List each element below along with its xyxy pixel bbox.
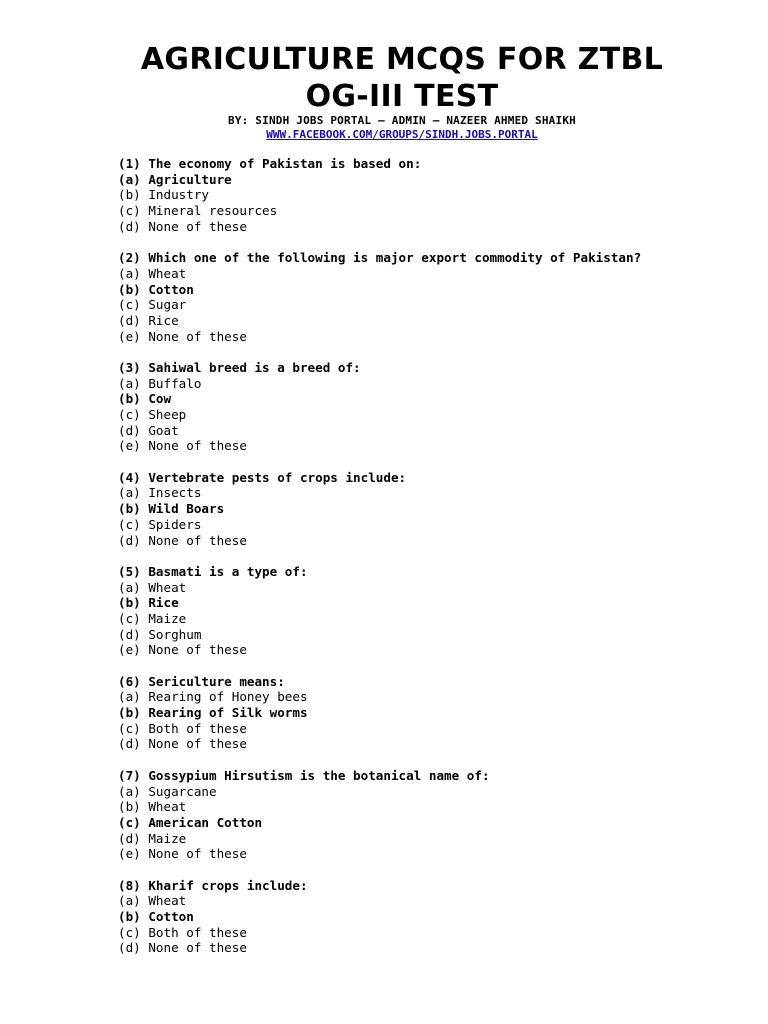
- question-text: (2) Which one of the following is major export commodity of Pakistan?: [118, 250, 642, 266]
- answer-option: (d) Maize: [118, 830, 187, 846]
- answer-option: (d) None of these: [118, 218, 247, 234]
- answer-option: (a) Insects: [118, 485, 202, 501]
- answer-option: (a) Buffalo: [118, 375, 202, 391]
- question-block: [118, 878, 738, 956]
- page-title-line-1: AGRICULTURE MCQS FOR ZTBL: [140, 42, 664, 77]
- answer-option: (b) Industry: [118, 187, 209, 203]
- answer-option: (e) None of these: [118, 328, 247, 344]
- question-text: (8) Kharif crops include:: [118, 877, 308, 893]
- question-text: (1) The economy of Pakistan is based on:: [118, 156, 422, 171]
- question-list: [118, 156, 738, 972]
- question-text: (5) Basmati is a type of:: [118, 563, 308, 579]
- correct-answer-option: (b) Cotton: [118, 281, 194, 297]
- answer-option: (a) Wheat: [118, 265, 187, 281]
- answer-option: (d) Sorghum: [118, 626, 202, 642]
- answer-option: (d) Goat: [118, 422, 179, 438]
- answer-option: (c) Mineral resources: [118, 203, 278, 219]
- answer-option: (e) None of these: [118, 642, 247, 658]
- answer-option: (a) Rearing of Honey bees: [118, 689, 308, 705]
- page-title-line-2: OG-III TEST: [305, 79, 499, 114]
- correct-answer-option: (b) Rearing of Silk worms: [118, 705, 308, 721]
- question-text: (7) Gossypium Hirsutism is the botanical name of:: [118, 767, 490, 783]
- question-block: [118, 674, 738, 752]
- answer-option: (c) Spiders: [118, 516, 202, 532]
- answer-option: (c) Sugar: [118, 297, 187, 313]
- answer-option: (c) Maize: [118, 610, 187, 626]
- question-text: (4) Vertebrate pests of crops include:: [118, 469, 407, 485]
- answer-option: (c) Both of these: [118, 924, 247, 940]
- answer-option: (b) Wheat: [118, 799, 187, 815]
- answer-option: (a) Wheat: [118, 579, 187, 595]
- answer-option: (d) None of these: [118, 940, 247, 956]
- question-text: (3) Sahiwal breed is a breed of:: [118, 359, 361, 375]
- answer-option: (e) None of these: [118, 438, 247, 454]
- correct-answer-option: (a) Agriculture: [118, 171, 232, 187]
- author-byline: BY: SINDH JOBS PORTAL – ADMIN – NAZEER AHMED SHAIKH: [228, 114, 576, 127]
- question-block: [118, 564, 738, 658]
- question-block: [118, 470, 738, 548]
- answer-option: (d) Rice: [118, 312, 179, 328]
- correct-answer-option: (b) Cow: [118, 391, 172, 407]
- correct-answer-option: (b) Rice: [118, 595, 179, 611]
- correct-answer-option: (b) Cotton: [118, 909, 194, 924]
- facebook-group-link[interactable]: WWW.FACEBOOK.COM/GROUPS/SINDH.JOBS.PORTAL: [266, 128, 538, 141]
- answer-option: (d) None of these: [118, 532, 247, 548]
- correct-answer-option: (c) American Cotton: [118, 814, 263, 830]
- question-block: [118, 768, 738, 862]
- answer-option: (d) None of these: [118, 736, 247, 752]
- question-block: [118, 250, 738, 344]
- answer-option: (e) None of these: [118, 846, 247, 862]
- answer-option: (a) Sugarcane: [118, 783, 217, 799]
- question-text: (6) Sericulture means:: [118, 673, 285, 689]
- answer-option: (c) Both of these: [118, 720, 247, 736]
- answer-option: (a) Wheat: [118, 893, 187, 909]
- question-block: [118, 360, 738, 454]
- answer-option: (c) Sheep: [118, 407, 187, 422]
- question-block: [118, 156, 738, 234]
- correct-answer-option: (b) Wild Boars: [118, 501, 225, 517]
